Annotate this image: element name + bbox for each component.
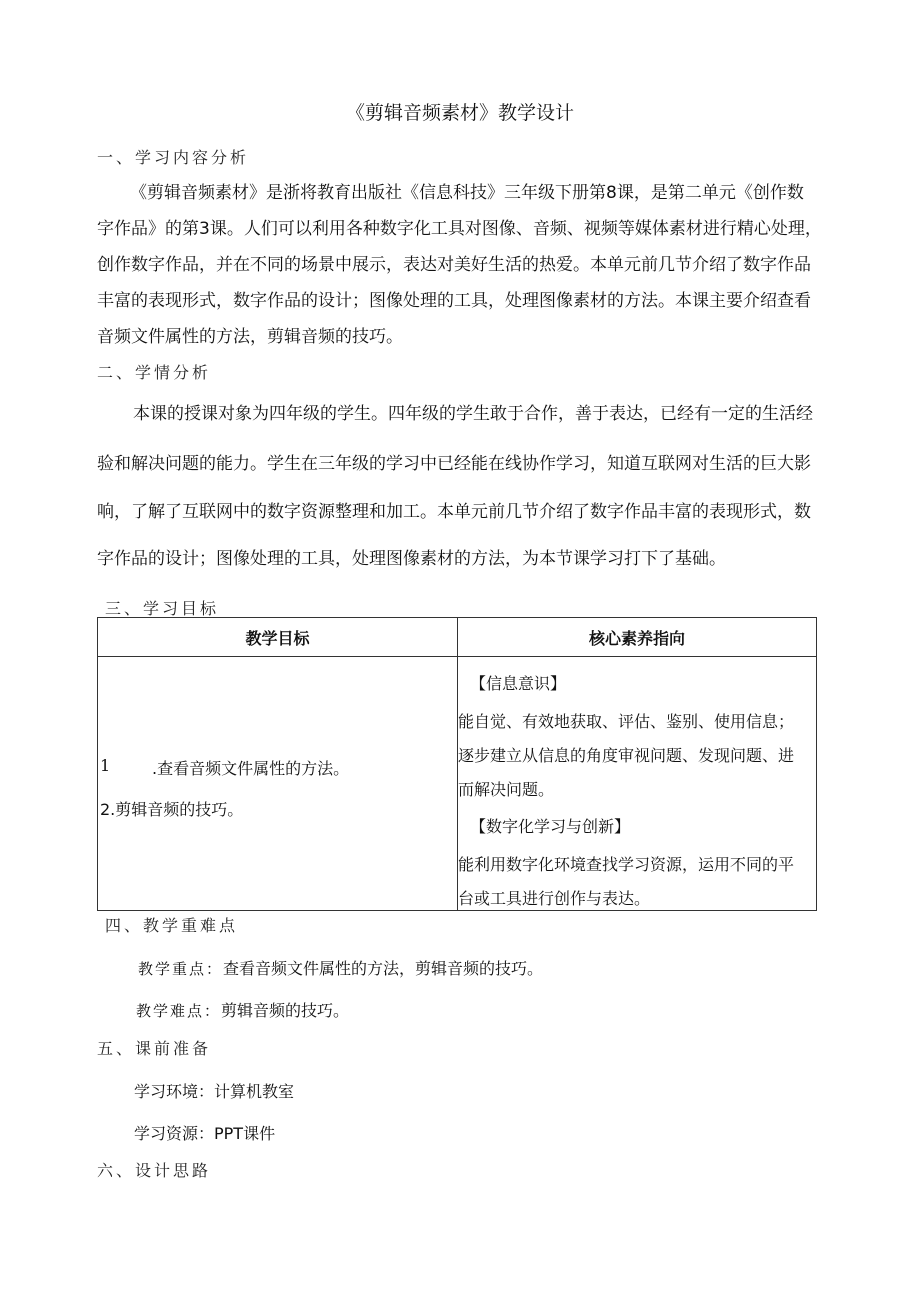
table-header-core-literacy: 核心素养指向 (458, 618, 817, 657)
literacy-line: 逐步建立从信息的角度审视问题、发现问题、进 (458, 746, 795, 765)
section-heading-learning-goals: 三、学习目标 (105, 599, 220, 618)
goal-1-text: .查看音频文件属性的方法。 (152, 759, 350, 778)
section-heading-content-analysis: 一、学习内容分析 (97, 148, 250, 167)
difficult-point-line (136, 998, 349, 1021)
paragraph-line: 验和解决问题的能力。学生在三年级的学习中已经能在线协作学习，知道互联网对生活的巨大影 (97, 454, 811, 474)
paragraph-line: 创作数字作品，并在不同的场景中展示，表达对美好生活的热爱。本单元前几节介绍了数字作品 (97, 255, 811, 275)
goals-cell (98, 657, 458, 911)
section-heading-design-ideas: 六、设计思路 (97, 1161, 212, 1180)
goal-2-text: 2.剪辑音频的技巧。 (100, 800, 244, 819)
learning-resources: 学习资源：PPT课件 (134, 1124, 276, 1143)
literacy-title-digital-learning: 【数字化学习与创新】 (470, 817, 631, 836)
key-point-text: 查看音频文件属性的方法，剪辑音频的技巧。 (223, 959, 544, 978)
paragraph-line: 本课的授课对象为四年级的学生。四年级的学生敢于合作，善于表达，已经有一定的生活经 (133, 404, 813, 424)
literacy-line: 能利用数字化环境查找学习资源，运用不同的平 (458, 855, 795, 874)
difficult-point-text: 剪辑音频的技巧。 (221, 1001, 350, 1020)
key-point-line (138, 956, 543, 979)
learning-environment: 学习环境：计算机教室 (134, 1082, 295, 1101)
section-heading-preparation: 五、课前准备 (97, 1039, 212, 1058)
table-header-teaching-goals: 教学目标 (98, 618, 458, 657)
literacy-line: 而解决问题。 (458, 780, 555, 799)
goal-1-number: 1 (100, 756, 111, 775)
table-header-row (98, 618, 817, 657)
table-row (98, 657, 817, 911)
section-heading-key-points: 四、教学重难点 (105, 916, 239, 935)
learning-goals-table (97, 617, 817, 911)
paragraph-line: 字作品的设计；图像处理的工具，处理图像素材的方法，为本节课学习打下了基础。 (97, 549, 726, 569)
literacy-line: 能自觉、有效地获取、评估、鉴别、使用信息； (458, 712, 795, 731)
section-heading-learner-analysis: 二、学情分析 (97, 363, 212, 382)
paragraph-line: 响，了解了互联网中的数字资源整理和加工。本单元前几节介绍了数字作品丰富的表现形式，数 (97, 502, 811, 522)
paragraph-line: 音频文件属性的方法，剪辑音频的技巧。 (97, 327, 403, 347)
difficult-point-label: 教学难点： (136, 1002, 222, 1020)
literacy-line: 台或工具进行创作与表达。 (458, 889, 651, 908)
paragraph-line: 《剪辑音频素材》是浙将教育出版社《信息科技》三年级下册第8课，是第二单元《创作数 (130, 183, 804, 203)
key-point-label: 教学重点： (138, 960, 224, 978)
core-literacy-cell (458, 657, 817, 911)
document-title: 《剪辑音频素材》教学设计 (345, 102, 574, 124)
paragraph-line: 丰富的表现形式，数字作品的设计；图像处理的工具，处理图像素材的方法。本课主要介绍查看 (97, 291, 811, 311)
paragraph-line: 字作品》的第3课。人们可以利用各种数字化工具对图像、音频、视频等媒体素材进行精心处理， (97, 219, 822, 239)
literacy-title-info-awareness: 【信息意识】 (470, 674, 567, 693)
